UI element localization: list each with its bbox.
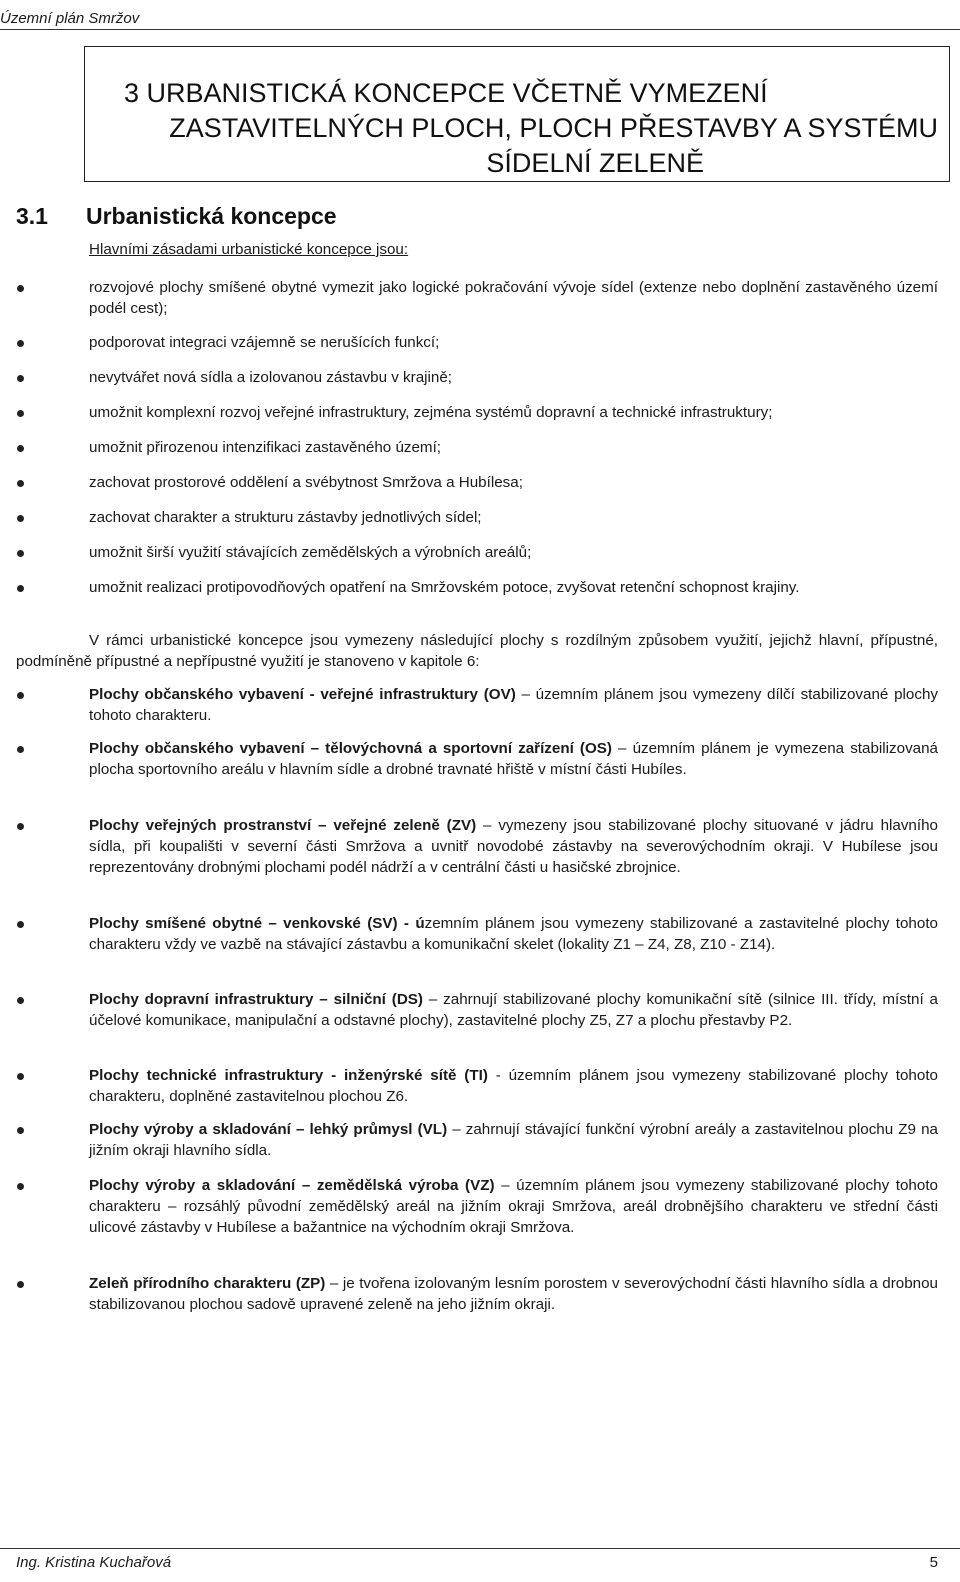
principle-text: umožnit komplexní rozvoj veřejné infrastruktury, zejména systémů dopravní a technické infrastruktury; xyxy=(89,404,773,421)
principles-intro: Hlavními zásadami urbanistické koncepce jsou: xyxy=(89,241,409,258)
section-number: 3.1 xyxy=(16,203,48,229)
section-title: Urbanistická koncepce xyxy=(86,203,337,229)
area-text xyxy=(89,989,938,1031)
bullet-icon xyxy=(17,1127,24,1134)
area-name: Plochy výroby a skladování – zemědělská výroba (VZ) xyxy=(89,1177,495,1194)
area-text xyxy=(89,1119,938,1161)
principle-text: zachovat prostorové oddělení a svébytnost Smržova a Hubílesa; xyxy=(89,474,523,491)
principle-text: podporovat integraci vzájemně se nerušících funkcí; xyxy=(89,334,440,351)
area-description: – územním plánem jsou vymezeny stabilizované plochy tohoto charakteru – rozsáhlý původní zemědělský areál na jižním okraji Smržova, areál drobnějšího charakteru ve střední části ulicové zástavby v Hubílese a bažantnice na východním okraji Smržova. xyxy=(89,1177,938,1236)
area-description: – je tvořena izolovaným lesním porostem v severovýchodní části hlavního sídla a drobnou stabilizovanou plochou sadově upravené zeleně na jeho jižním okraji. xyxy=(89,1275,938,1313)
area-description: – územním plánem jsou vymezeny dílčí stabilizované plochy tohoto charakteru. xyxy=(89,686,938,724)
bullet-icon xyxy=(17,445,24,452)
area-name: Zeleň přírodního charakteru (ZP) xyxy=(89,1275,326,1292)
principle-text: umožnit širší využití stávajících zemědělských a výrobních areálů; xyxy=(89,544,532,561)
bullet-icon xyxy=(17,340,24,347)
chapter-title-line-1: 3 URBANISTICKÁ KONCEPCE VČETNĚ VYMEZENÍ xyxy=(124,78,768,108)
chapter-title xyxy=(92,76,938,181)
footer-divider xyxy=(0,1548,960,1549)
header-divider xyxy=(0,29,960,30)
principle-text: umožnit přirozenou intenzifikaci zastavěného území; xyxy=(89,439,442,456)
area-text xyxy=(89,815,938,878)
areas-paragraph: V rámci urbanistické koncepce jsou vymezeny následující plochy s rozdílným způsobem využití, jejichž hlavní, přípustné, podmíněně přípustné a nepřípustné využití je stanoveno v kapitole 6: xyxy=(16,632,938,670)
area-text xyxy=(89,1065,938,1107)
area-description: – vymezeny jsou stabilizované plochy situované v jádru hlavního sídla, při koupališti v severní části Smržova a uvnitř novodobé zástavby na severovýchodním okraji. V Hubílese jsou reprezentovány drobnými plochami podél nádrží a v centrální části u hasičské zbrojnice. xyxy=(89,817,938,876)
area-name: Plochy výroby a skladování – lehký průmysl (VL) xyxy=(89,1121,448,1138)
principle-text: umožnit realizaci protipovodňových opatření na Smržovském potoce, zvyšovat retenční schopnost krajiny. xyxy=(89,579,800,596)
bullet-icon xyxy=(17,1183,24,1190)
area-name: Plochy občanského vybavení – tělovýchovná a sportovní zařízení (OS) xyxy=(89,740,612,757)
area-description: – územním plánem je vymezena stabilizovaná plocha sportovního areálu v hlavním sídle a drobné travnaté hřiště v místní části Hubíles. xyxy=(89,740,938,778)
bullet-icon xyxy=(17,375,24,382)
area-description: - územním plánem jsou vymezeny stabilizované plochy tohoto charakteru, doplněné zastavitelnou plochou Z6. xyxy=(89,1067,938,1105)
chapter-title-line-2: ZASTAVITELNÝCH PLOCH, PLOCH PŘESTAVBY A SYSTÉMU xyxy=(169,113,938,143)
area-text xyxy=(89,684,938,726)
area-name: Plochy smíšené obytné – venkovské (SV) - ú xyxy=(89,915,425,932)
bullet-icon xyxy=(17,997,24,1004)
bullet-icon xyxy=(17,515,24,522)
principle-text: nevytvářet nová sídla a izolovanou zástavbu v krajině; xyxy=(89,369,453,386)
bullet-icon xyxy=(17,823,24,830)
principle-text: zachovat charakter a strukturu zástavby jednotlivých sídel; xyxy=(89,509,482,526)
bullet-icon xyxy=(17,1281,24,1288)
area-name: Plochy dopravní infrastruktury – silniční (DS) xyxy=(89,991,423,1008)
area-description: zemním plánem jsou vymezeny stabilizované a zastavitelné plochy tohoto charakteru vždy ve vazbě na stávající zástavbu a komunikační skelet (lokality Z1 – Z4, Z8, Z10 - Z14). xyxy=(89,915,938,953)
bullet-icon xyxy=(17,585,24,592)
bullet-icon xyxy=(17,550,24,557)
area-description: – zahrnují stabilizované plochy komunikační sítě (silnice III. třídy, místní a účelové komunikace, manipulační a odstavné plochy), zastavitelné plochy Z5, Z7 a plochu přestavby P2. xyxy=(89,991,938,1029)
bullet-icon xyxy=(17,746,24,753)
bullet-icon xyxy=(17,410,24,417)
chapter-title-line-3: SÍDELNÍ ZELENĚ xyxy=(486,148,704,178)
bullet-icon xyxy=(17,285,24,292)
area-text xyxy=(89,738,938,780)
page-number: 5 xyxy=(929,1554,938,1571)
bullet-icon xyxy=(17,692,24,699)
area-text xyxy=(89,1175,938,1238)
area-name: Plochy občanského vybavení - veřejné infrastruktury (OV) xyxy=(89,686,516,703)
area-text xyxy=(89,1273,938,1315)
area-text xyxy=(89,913,938,955)
bullet-icon xyxy=(17,921,24,928)
area-name: Plochy technické infrastruktury - inženýrské sítě (TI) xyxy=(89,1067,488,1084)
footer-author: Ing. Kristina Kuchařová xyxy=(16,1554,172,1571)
running-header: Územní plán Smržov xyxy=(0,10,140,27)
bullet-icon xyxy=(17,1073,24,1080)
bullet-icon xyxy=(17,480,24,487)
area-name: Plochy veřejných prostranství – veřejné zeleně (ZV) xyxy=(89,817,477,834)
section-heading xyxy=(16,202,337,230)
area-description: – zahrnují stávající funkční výrobní areály a zastavitelnou plochu Z9 na jižním okraji hlavního sídla. xyxy=(89,1121,938,1159)
principle-text: rozvojové plochy smíšené obytné vymezit jako logické pokračování vývoje sídel (extenze nebo doplnění zastavěného území podél cest); xyxy=(89,279,938,317)
